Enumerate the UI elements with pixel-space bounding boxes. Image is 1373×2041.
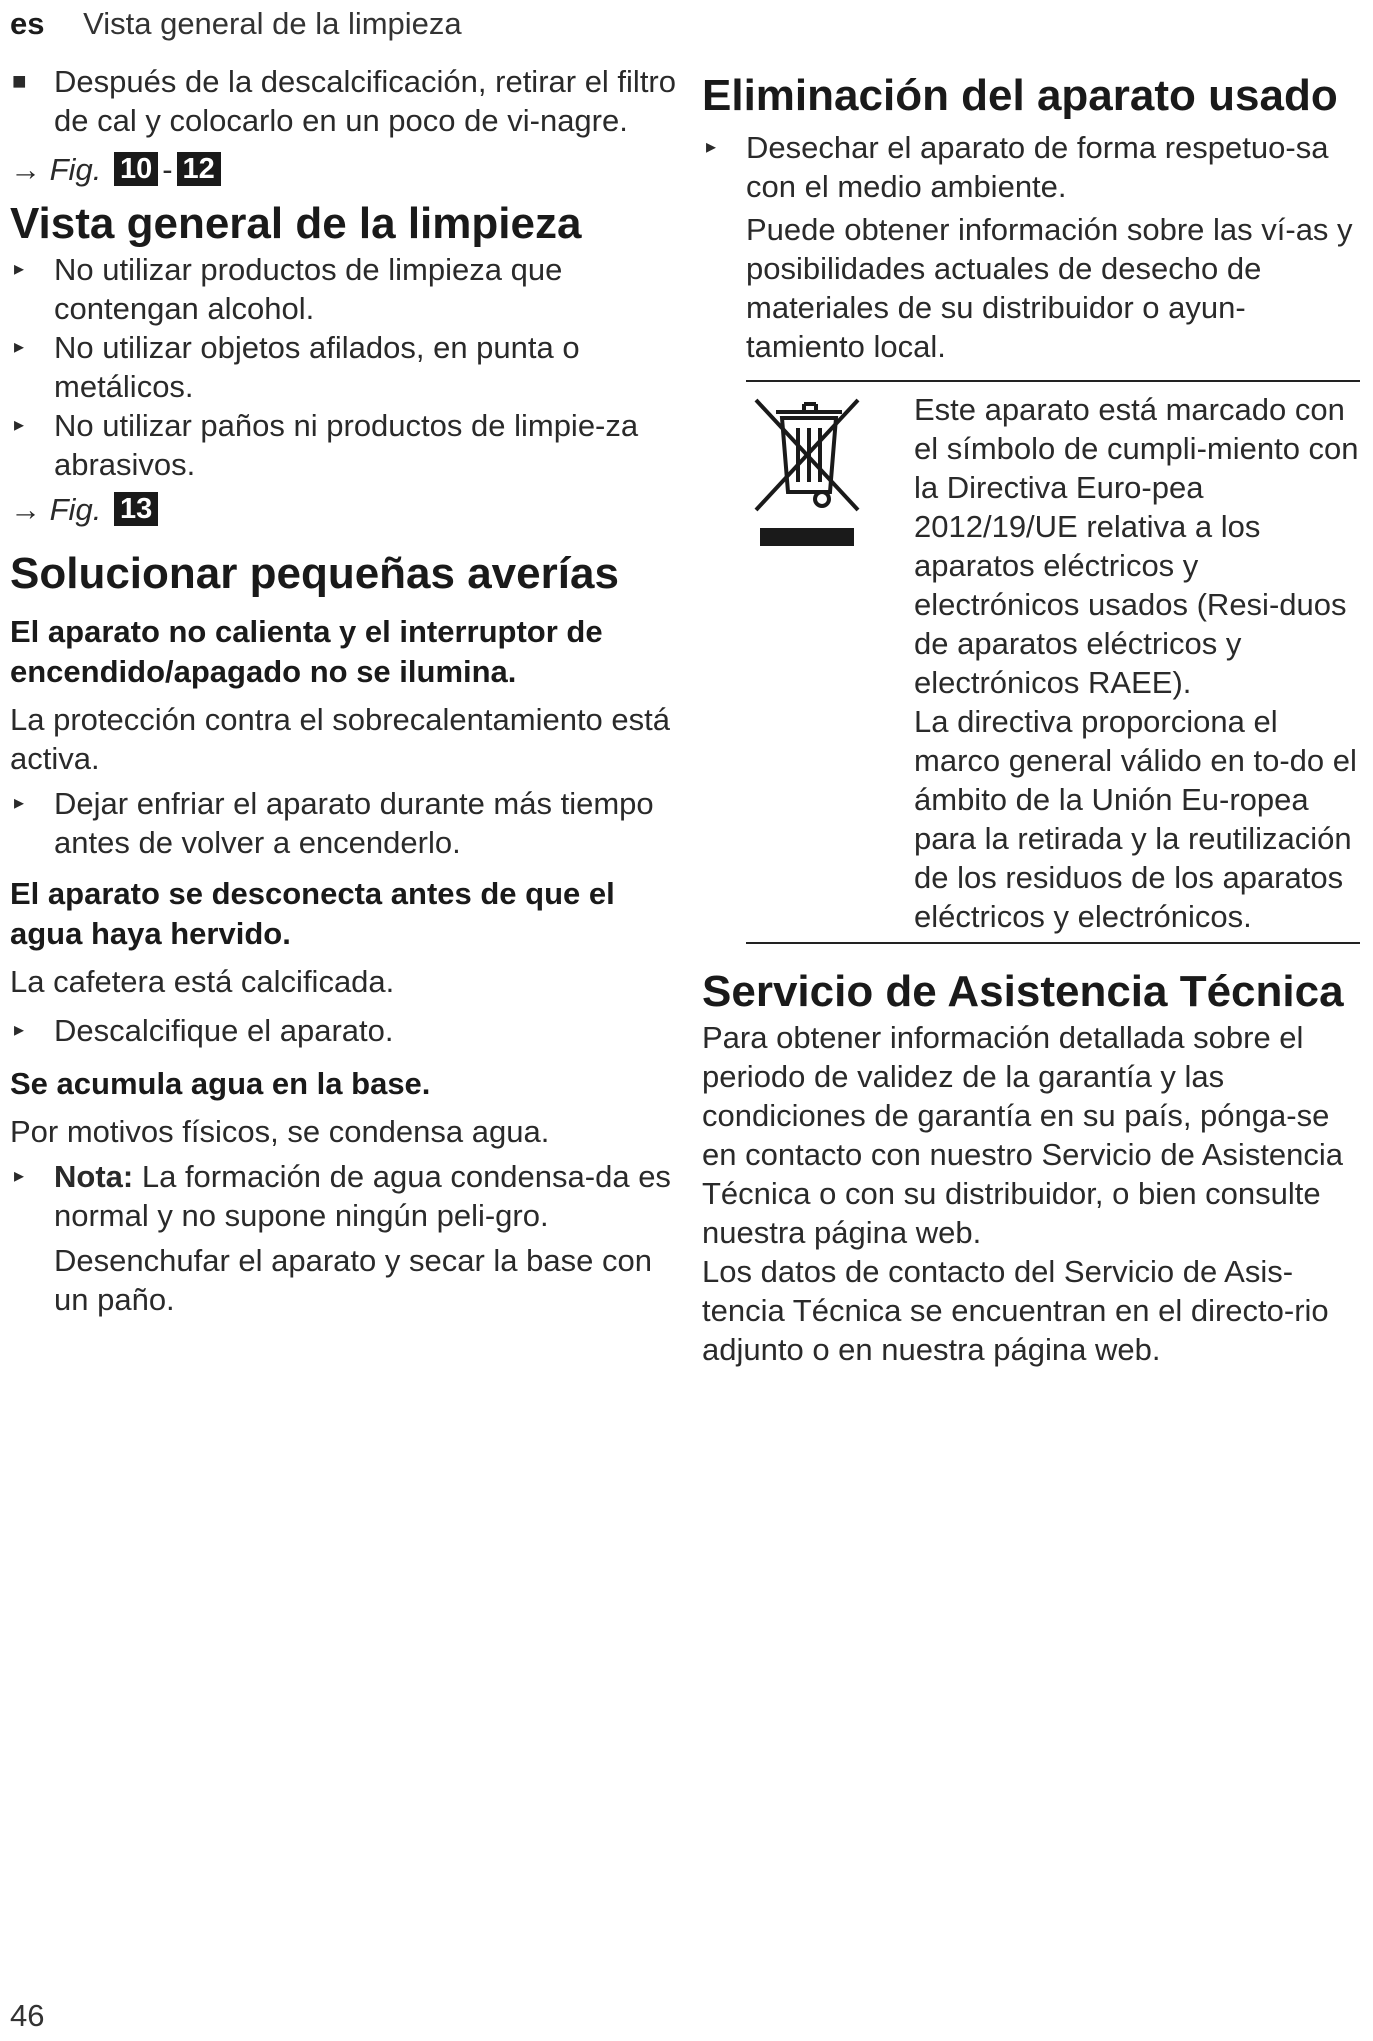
triangle-bullet-icon: ▸ <box>14 1165 25 1187</box>
triangle-bullet-icon: ▸ <box>14 258 25 280</box>
square-bullet-icon: ■ <box>12 68 27 95</box>
problem-title: El aparato no calienta y el interruptor de encendido/apagado no se ilumina. <box>10 614 603 689</box>
note-label: Nota: <box>54 1159 134 1194</box>
figure-badge: 12 <box>177 152 221 186</box>
left-column <box>10 62 690 1319</box>
list-item: ▸ No utilizar paños ni productos de limpie-za abrasivos. <box>14 408 639 482</box>
figure-badge: 10 <box>114 152 158 186</box>
triangle-bullet-icon: ▸ <box>14 414 25 436</box>
problem-note: ▸ Nota: La formación de agua condensa-da es normal y no supone ningún peli-gro. <box>14 1159 671 1233</box>
section-title-disposal: Eliminación del aparato usado <box>702 71 1338 120</box>
descale-filter-item: ■ Después de la descalcificación, retirar el filtro de cal y colocarlo en un poco de vi-nagre. <box>12 64 676 138</box>
page-header <box>10 4 462 44</box>
problem-cause: La protección contra el sobrecalentamiento está activa. <box>10 702 671 776</box>
figure-reference: → Fig. 10 - 12 <box>10 150 690 190</box>
list-item: ▸ No utilizar productos de limpieza que contengan alcohol. <box>14 252 563 326</box>
triangle-bullet-icon: ▸ <box>14 336 25 358</box>
triangle-bullet-icon: ▸ <box>14 1019 25 1041</box>
section-title-cleaning: Vista general de la limpieza <box>10 199 582 248</box>
problem-title: Se acumula agua en la base. <box>10 1066 431 1101</box>
problem-action: ▸ Descalcifique el aparato. <box>14 1013 394 1048</box>
problem-action: ▸ Dejar enfriar el aparato durante más tiempo antes de volver a encenderlo. <box>14 786 654 860</box>
page-number: 46 <box>10 1998 45 2033</box>
weee-text <box>914 390 1360 936</box>
problem-action: Desenchufar el aparato y secar la base con un paño. <box>54 1243 652 1317</box>
triangle-bullet-icon: ▸ <box>706 136 717 158</box>
service-paragraph: Para obtener información detallada sobre el periodo de validez de la garantía y las condiciones de garantía en su país, pónga-se en contacto con nuestro Servicio de Asistencia Técnica o con su distribuidor, o bien consulte nuestra página web. <box>702 1020 1344 1250</box>
problem-cause: Por motivos físicos, se condensa agua. <box>10 1114 550 1149</box>
weee-paragraph: Este aparato está marcado con el símbolo de cumpli-miento con la Directiva Euro-pea 2012/19/UE relativa a los aparatos eléctricos y electrónicos usados (Resi-duos de aparatos eléctricos y electrónicos RAEE). <box>914 392 1359 700</box>
section-title-service: Servicio de Asistencia Técnica <box>702 967 1344 1016</box>
weee-notice <box>746 380 1360 944</box>
section-title-troubleshooting: Solucionar pequeñas averías <box>10 549 619 598</box>
problem-title: El aparato se desconecta antes de que el agua haya hervido. <box>10 876 615 951</box>
list-item: ▸ Desechar el aparato de forma respetuo-sa con el medio ambiente. <box>706 130 1329 204</box>
language-code: es <box>10 6 45 41</box>
list-item: ▸ No utilizar objetos afilados, en punta o metálicos. <box>14 330 580 404</box>
weee-paragraph: La directiva proporciona el marco general válido en to-do el ámbito de la Unión Eu-ropea para la retirada y la reutilización de los residuos de los aparatos eléctricos y electrónicos. <box>914 704 1357 934</box>
problem-cause: La cafetera está calcificada. <box>10 964 395 999</box>
figure-reference: → Fig. 13 <box>10 490 690 530</box>
triangle-bullet-icon: ▸ <box>14 792 25 814</box>
figure-badge: 13 <box>114 492 158 526</box>
running-title: Vista general de la limpieza <box>83 6 462 41</box>
service-paragraph: Los datos de contacto del Servicio de Asis-tencia Técnica se encuentran en el directo-rio adjunto o en nuestra página web. <box>702 1254 1329 1367</box>
crossed-bin-icon <box>746 390 914 936</box>
right-column <box>702 70 1360 1369</box>
disposal-info: Puede obtener información sobre las ví-as y posibilidades actuales de desecho de materiales de su distribuidor o ayun-tamiento local. <box>746 212 1353 364</box>
